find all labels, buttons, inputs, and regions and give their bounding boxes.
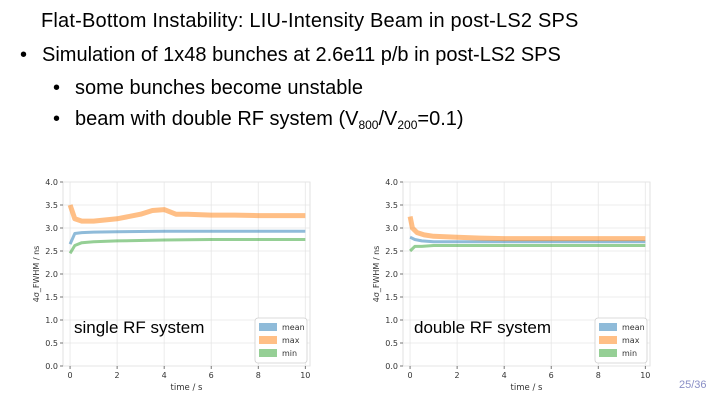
legend-swatch-mean bbox=[599, 323, 617, 331]
bullet-text: some bunches become unstable bbox=[75, 77, 363, 99]
legend-swatch-min bbox=[259, 349, 277, 357]
y-tick-label: 3.0 bbox=[385, 224, 398, 233]
y-tick-label: 1.5 bbox=[45, 293, 58, 302]
y-tick-label: 2.5 bbox=[385, 247, 398, 256]
chart-annotation: single RF system bbox=[74, 318, 205, 337]
y-axis-label: 4σ_FWHM / ns bbox=[372, 245, 381, 303]
y-tick-label: 1.0 bbox=[385, 316, 398, 325]
bullet-text: beam with double RF system $(V_{800}/V_{200}=0.1)$ bbox=[75, 108, 464, 132]
bullet-marker: • bbox=[20, 44, 28, 66]
x-tick-label: 0 bbox=[67, 371, 73, 380]
slide-title: Flat-Bottom Instability: LIU-Intensity Beam in post-LS2 SPS bbox=[41, 10, 579, 32]
x-tick-label: 4 bbox=[161, 371, 167, 380]
legend-label-mean: mean bbox=[622, 323, 645, 332]
page-number: 25/36 bbox=[679, 379, 707, 391]
x-tick-label: 8 bbox=[255, 371, 261, 380]
y-tick-label: 0.5 bbox=[45, 339, 58, 348]
y-tick-label: 3.5 bbox=[45, 201, 58, 210]
x-tick-label: 2 bbox=[114, 371, 120, 380]
legend-swatch-max bbox=[599, 336, 617, 344]
bullet-marker: • bbox=[53, 77, 61, 99]
y-tick-label: 0.0 bbox=[385, 362, 398, 371]
y-tick-label: 2.0 bbox=[385, 270, 398, 279]
bullet-double-rf bbox=[53, 108, 464, 132]
legend-label-min: min bbox=[282, 349, 298, 358]
bullet-simulation bbox=[20, 44, 561, 67]
legend-label-min: min bbox=[622, 349, 638, 358]
legend-swatch-max bbox=[259, 336, 277, 344]
bullet-marker: • bbox=[53, 108, 61, 130]
legend-label-max: max bbox=[622, 336, 640, 345]
y-tick-label: 1.0 bbox=[45, 316, 58, 325]
y-axis-label: 4σ_FWHM / ns bbox=[32, 245, 41, 303]
x-tick-label: 10 bbox=[640, 371, 651, 380]
legend-label-max: max bbox=[282, 336, 300, 345]
x-tick-label: 2 bbox=[454, 371, 460, 380]
x-tick-label: 0 bbox=[407, 371, 413, 380]
legend-swatch-mean bbox=[259, 323, 277, 331]
x-axis-label: time / s bbox=[170, 383, 203, 393]
y-tick-label: 4.0 bbox=[385, 178, 398, 187]
x-tick-label: 6 bbox=[208, 371, 214, 380]
x-axis-label: time / s bbox=[510, 383, 543, 393]
chart-annotation: double RF system bbox=[414, 318, 551, 337]
bullet-text: Simulation of 1x48 bunches at 2.6e11 p/b in post-LS2 SPS bbox=[42, 44, 561, 66]
chart-single-rf bbox=[28, 170, 328, 398]
legend-label-mean: mean bbox=[282, 323, 305, 332]
y-tick-label: 3.5 bbox=[385, 201, 398, 210]
x-tick-label: 8 bbox=[595, 371, 601, 380]
y-tick-label: 3.0 bbox=[45, 224, 58, 233]
y-tick-label: 4.0 bbox=[45, 178, 58, 187]
y-tick-label: 2.5 bbox=[45, 247, 58, 256]
chart-double-rf bbox=[368, 170, 668, 398]
x-tick-label: 10 bbox=[300, 371, 311, 380]
y-tick-label: 2.0 bbox=[45, 270, 58, 279]
y-tick-label: 1.5 bbox=[385, 293, 398, 302]
y-tick-label: 0.0 bbox=[45, 362, 58, 371]
bullet-unstable bbox=[53, 77, 363, 100]
y-tick-label: 0.5 bbox=[385, 339, 398, 348]
x-tick-label: 4 bbox=[501, 371, 507, 380]
legend-swatch-min bbox=[599, 349, 617, 357]
x-tick-label: 6 bbox=[548, 371, 554, 380]
